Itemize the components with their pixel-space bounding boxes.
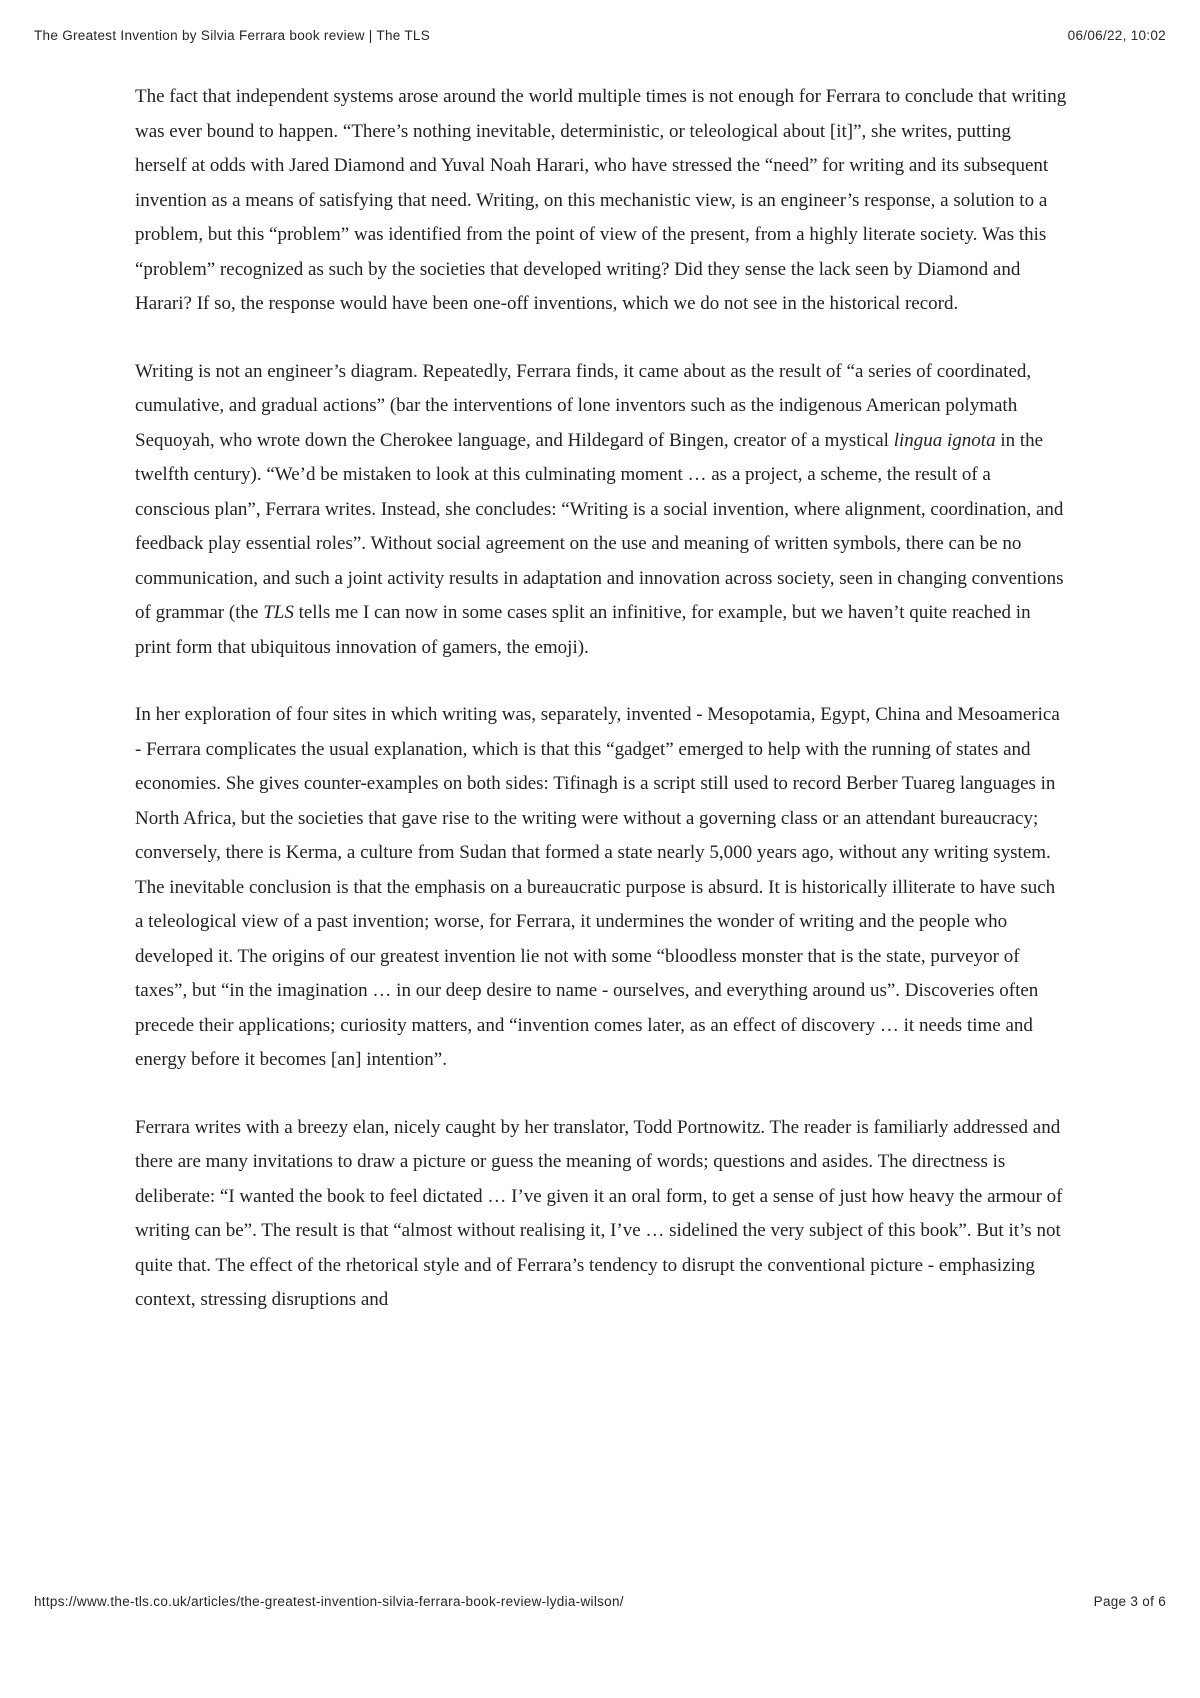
article-paragraph bbox=[135, 355, 1067, 666]
article-paragraph bbox=[135, 80, 1067, 322]
header-title: The Greatest Invention by Silvia Ferrara book review | The TLS bbox=[34, 28, 431, 43]
text-segment: In her exploration of four sites in which writing was, separately, invented - Mesopotamia, Egypt, China and Mesoamerica - Ferrara complicates the usual explanation, which is that this “gadget” emerged to help with the running of states and economies. She gives counter-examples on both sides: Tifinagh is a script still used to record Berber Tuareg languages in North Africa, but the societies that gave rise to the writing were without a governing class or an attendant bureaucracy; conversely, there is Kerma, a culture from Sudan that formed a state nearly 5,000 years ago, without any writing system. The inevitable conclusion is that the emphasis on a bureaucratic purpose is absurd. It is historically illiterate to have such a teleological view of a past invention; worse, for Ferrara, it undermines the wonder of writing and the people who developed it. The origins of our greatest invention lie not with some “bloodless monster that is the state, purveyor of taxes”, but “in the imagination … in our deep desire to name - ourselves, and everything around us”. Discoveries often precede their applications; curiosity matters, and “invention comes later, as an effect of discovery … it needs time and energy before it becomes [an] intention”. bbox=[135, 704, 1060, 1070]
text-segment: Writing is not an engineer’s diagram. Repeatedly, Ferrara finds, it came about as the result of “a series of coordinated, cumulative, and gradual actions” (bar the interventions of lone inventors such as the indigenous American polymath Sequoyah, who wrote down the Cherokee language, and Hildegard of Bingen, creator of a mystical bbox=[135, 360, 1032, 451]
article-body bbox=[135, 80, 1067, 1351]
text-segment: Ferrara writes with a breezy elan, nicely caught by her translator, Todd Portnowitz. The reader is familiarly addressed and there are many invitations to draw a picture or guess the meaning of words; questions and asides. The directness is deliberate: “I wanted the book to feel dictated … I’ve given it an oral form, to get a sense of just how heavy the armour of writing can be”. The result is that “almost without realising it, I’ve … sidelined the very subject of this book”. But it’s not quite that. The effect of the rhetorical style and of Ferrara’s tendency to disrupt the conventional picture - emphasizing context, stressing disruptions and bbox=[135, 1116, 1063, 1310]
article-paragraph bbox=[135, 698, 1067, 1078]
header-timestamp: 06/06/22, 10:02 bbox=[1067, 28, 1166, 43]
footer-url: https://www.the-tls.co.uk/articles/the-greatest-invention-silvia-ferrara-book-review-lydia-wilson/ bbox=[34, 1594, 624, 1609]
text-segment: tells me I can now in some cases split an infinitive, for example, but we haven’t quite reached in print form that ubiquitous innovation of gamers, the emoji). bbox=[135, 602, 1031, 658]
footer-page-indicator: Page 3 of 6 bbox=[1093, 1594, 1166, 1609]
text-segment: The fact that independent systems arose around the world multiple times is not enough for Ferrara to conclude that writing was ever bound to happen. “There’s nothing inevitable, deterministic, or teleological about [it]”, she writes, putting herself at odds with Jared Diamond and Yuval Noah Harari, who have stressed the “need” for writing and its subsequent invention as a means of satisfying that need. Writing, on this mechanistic view, is an engineer’s response, a solution to a problem, but this “problem” was identified from the point of view of the present, from a highly literate society. Was this “problem” recognized as such by the societies that developed writing? Did they sense the lack seen by Diamond and Harari? If so, the response would have been one-off inventions, which we do not see in the historical record. bbox=[135, 86, 1067, 314]
italic-text-segment: lingua ignota bbox=[893, 429, 996, 451]
article-paragraph bbox=[135, 1111, 1067, 1318]
page-header bbox=[34, 28, 1166, 43]
text-segment: in the twelfth century). “We’d be mistaken to look at this culminating moment … as a project, a scheme, the result of a conscious plan”, Ferrara writes. Instead, she concludes: “Writing is a social invention, where alignment, coordination, and feedback play essential roles”. Without social agreement on the use and meaning of written symbols, there can be no communication, and such a joint activity results in adaptation and innovation across society, seen in changing conventions of grammar (the bbox=[135, 429, 1064, 623]
italic-text-segment: TLS bbox=[263, 602, 294, 623]
page-footer bbox=[34, 1594, 1166, 1609]
